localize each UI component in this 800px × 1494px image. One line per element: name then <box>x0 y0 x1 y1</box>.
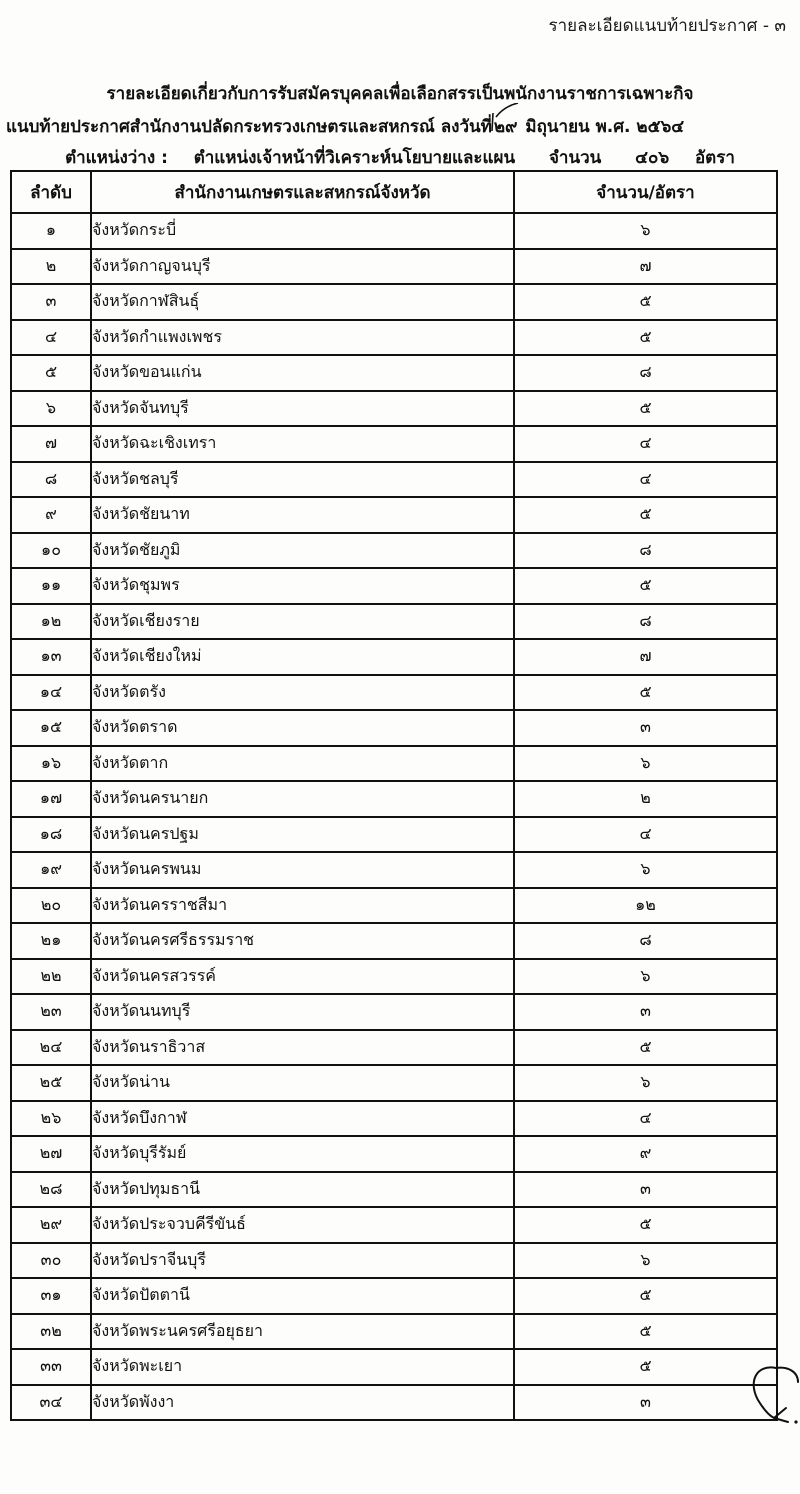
row-province-name: จังหวัดขอนแก่น <box>91 355 514 391</box>
announcement-prefix: แนบท้ายประกาศสำนักงานปลัดกระทรวงเกษตรและสหกรณ์ ลงวันที่ <box>6 117 492 137</box>
row-order-number: ๓๒ <box>11 1314 91 1350</box>
row-province-name: จังหวัดชัยนาท <box>91 497 514 533</box>
row-order-number: ๑๓ <box>11 639 91 675</box>
row-order-number: ๗ <box>11 426 91 462</box>
row-order-number: ๑๐ <box>11 533 91 569</box>
row-order-number: ๒๙ <box>11 1207 91 1243</box>
row-order-number: ๒๓ <box>11 994 91 1030</box>
row-order-number: ๑๕ <box>11 710 91 746</box>
row-quantity: ๗ <box>514 639 777 675</box>
table-row <box>11 746 777 782</box>
row-order-number: ๔ <box>11 320 91 356</box>
row-quantity: ๖ <box>514 213 777 249</box>
row-order-number: ๓๔ <box>11 1385 91 1421</box>
row-province-name: จังหวัดนครพนม <box>91 852 514 888</box>
count-unit: อัตรา <box>694 148 735 168</box>
row-province-name: จังหวัดจันทบุรี <box>91 391 514 427</box>
row-order-number: ๑๒ <box>11 604 91 640</box>
row-quantity: ๕ <box>514 391 777 427</box>
position-label: ตำแหน่งว่าง : <box>65 148 168 168</box>
table-row <box>11 959 777 995</box>
row-province-name: จังหวัดตรัง <box>91 675 514 711</box>
table-row <box>11 817 777 853</box>
row-quantity: ๓ <box>514 710 777 746</box>
row-quantity: ๕ <box>514 1207 777 1243</box>
table-row <box>11 1101 777 1137</box>
row-quantity: ๖ <box>514 746 777 782</box>
row-order-number: ๒๘ <box>11 1172 91 1208</box>
row-order-number: ๒๒ <box>11 959 91 995</box>
row-province-name: จังหวัดประจวบคีรีขันธ์ <box>91 1207 514 1243</box>
table-row <box>11 888 777 924</box>
row-province-name: จังหวัดกำแพงเพชร <box>91 320 514 356</box>
table-row <box>11 213 777 249</box>
table-row <box>11 320 777 356</box>
row-province-name: จังหวัดนนทบุรี <box>91 994 514 1030</box>
row-quantity: ๖ <box>514 1065 777 1101</box>
row-order-number: ๓ <box>11 284 91 320</box>
row-province-name: จังหวัดบุรีรัมย์ <box>91 1136 514 1172</box>
table-row <box>11 1136 777 1172</box>
row-province-name: จังหวัดตาก <box>91 746 514 782</box>
table-row <box>11 284 777 320</box>
row-province-name: จังหวัดพังงา <box>91 1385 514 1421</box>
row-quantity: ๙ <box>514 1136 777 1172</box>
table-row <box>11 781 777 817</box>
table-row <box>11 604 777 640</box>
row-order-number: ๕ <box>11 355 91 391</box>
announcement-suffix: มิถุนายน พ.ศ. ๒๕๖๔ <box>525 117 685 137</box>
row-quantity: ๕ <box>514 284 777 320</box>
row-quantity: ๖ <box>514 1243 777 1279</box>
table-row <box>11 994 777 1030</box>
row-quantity: ๕ <box>514 568 777 604</box>
date-day-value: ๒๙ <box>493 117 518 137</box>
row-order-number: ๑๑ <box>11 568 91 604</box>
table-row <box>11 1065 777 1101</box>
table-row <box>11 1172 777 1208</box>
row-province-name: จังหวัดพระนครศรีอยุธยา <box>91 1314 514 1350</box>
row-quantity: ๕ <box>514 497 777 533</box>
row-province-name: จังหวัดชัยภูมิ <box>91 533 514 569</box>
row-order-number: ๑๗ <box>11 781 91 817</box>
row-quantity: ๗ <box>514 249 777 285</box>
position-name: ตำแหน่งเจ้าหน้าที่วิเคราะห์นโยบายและแผน <box>193 148 516 168</box>
row-province-name: จังหวัดฉะเชิงเทรา <box>91 426 514 462</box>
row-province-name: จังหวัดปทุมธานี <box>91 1172 514 1208</box>
row-province-name: จังหวัดนครราชสีมา <box>91 888 514 924</box>
row-order-number: ๒๔ <box>11 1030 91 1066</box>
column-header-order: ลำดับ <box>11 171 91 213</box>
row-quantity: ๖ <box>514 959 777 995</box>
row-order-number: ๖ <box>11 391 91 427</box>
document-title: รายละเอียดเกี่ยวกับการรับสมัครบุคคลเพื่อเลือกสรรเป็นพนักงานราชการเฉพาะกิจ <box>106 84 694 104</box>
table-row <box>11 568 777 604</box>
row-quantity: ๖ <box>514 852 777 888</box>
row-quantity: ๓ <box>514 994 777 1030</box>
table-row <box>11 1349 777 1385</box>
table-row <box>11 710 777 746</box>
row-quantity: ๑๒ <box>514 888 777 924</box>
table-row <box>11 497 777 533</box>
row-order-number: ๓๑ <box>11 1278 91 1314</box>
row-quantity: ๘ <box>514 923 777 959</box>
row-quantity: ๔ <box>514 1101 777 1137</box>
row-province-name: จังหวัดนราธิวาส <box>91 1030 514 1066</box>
row-order-number: ๘ <box>11 462 91 498</box>
row-quantity: ๘ <box>514 604 777 640</box>
position-line <box>0 144 800 171</box>
handwritten-date-day <box>492 113 520 140</box>
row-quantity: ๓ <box>514 1385 777 1421</box>
table-row <box>11 249 777 285</box>
table-row <box>11 391 777 427</box>
row-order-number: ๑๘ <box>11 817 91 853</box>
row-quantity: ๔ <box>514 426 777 462</box>
row-province-name: จังหวัดนครสวรรค์ <box>91 959 514 995</box>
row-province-name: จังหวัดกาญจนบุรี <box>91 249 514 285</box>
row-province-name: จังหวัดกาฬสินธุ์ <box>91 284 514 320</box>
row-province-name: จังหวัดพะเยา <box>91 1349 514 1385</box>
row-order-number: ๒๖ <box>11 1101 91 1137</box>
row-quantity: ๔ <box>514 462 777 498</box>
row-order-number: ๒ <box>11 249 91 285</box>
row-province-name: จังหวัดเชียงราย <box>91 604 514 640</box>
table-row <box>11 426 777 462</box>
row-order-number: ๑ <box>11 213 91 249</box>
count-label: จำนวน <box>548 148 602 168</box>
row-order-number: ๙ <box>11 497 91 533</box>
table-row <box>11 1030 777 1066</box>
table-row <box>11 355 777 391</box>
table-row <box>11 1385 777 1421</box>
row-province-name: จังหวัดชลบุรี <box>91 462 514 498</box>
row-quantity: ๕ <box>514 1349 777 1385</box>
table-row <box>11 533 777 569</box>
row-quantity: ๘ <box>514 533 777 569</box>
row-quantity: ๕ <box>514 1314 777 1350</box>
column-header-province: สำนักงานเกษตรและสหกรณ์จังหวัด <box>91 171 514 213</box>
signature-initials-icon <box>748 1360 800 1424</box>
row-order-number: ๒๕ <box>11 1065 91 1101</box>
row-quantity: ๓ <box>514 1172 777 1208</box>
row-order-number: ๑๙ <box>11 852 91 888</box>
row-order-number: ๓๐ <box>11 1243 91 1279</box>
table-body <box>11 213 777 1420</box>
row-province-name: จังหวัดตราด <box>91 710 514 746</box>
table-row <box>11 1207 777 1243</box>
row-order-number: ๑๖ <box>11 746 91 782</box>
table-row <box>11 923 777 959</box>
row-quantity: ๕ <box>514 1030 777 1066</box>
table-row <box>11 1243 777 1279</box>
table-row <box>11 852 777 888</box>
row-province-name: จังหวัดปราจีนบุรี <box>91 1243 514 1279</box>
table-header-row <box>11 171 777 213</box>
row-province-name: จังหวัดชุมพร <box>91 568 514 604</box>
row-province-name: จังหวัดเชียงใหม่ <box>91 639 514 675</box>
page-reference: รายละเอียดแนบท้ายประกาศ - ๓ <box>548 16 786 36</box>
row-province-name: จังหวัดน่าน <box>91 1065 514 1101</box>
row-order-number: ๒๐ <box>11 888 91 924</box>
table-row <box>11 462 777 498</box>
row-quantity: ๔ <box>514 817 777 853</box>
allocation-table <box>10 170 778 1421</box>
row-province-name: จังหวัดกระบี่ <box>91 213 514 249</box>
row-quantity: ๕ <box>514 1278 777 1314</box>
row-province-name: จังหวัดนครนายก <box>91 781 514 817</box>
column-header-quantity: จำนวน/อัตรา <box>514 171 777 213</box>
announcement-reference <box>6 113 800 140</box>
row-quantity: ๒ <box>514 781 777 817</box>
row-province-name: จังหวัดนครปฐม <box>91 817 514 853</box>
table-row <box>11 675 777 711</box>
row-province-name: จังหวัดปัตตานี <box>91 1278 514 1314</box>
table-row <box>11 1314 777 1350</box>
row-order-number: ๒๗ <box>11 1136 91 1172</box>
table-row <box>11 1278 777 1314</box>
row-province-name: จังหวัดบึงกาฬ <box>91 1101 514 1137</box>
row-order-number: ๓๓ <box>11 1349 91 1385</box>
table-row <box>11 639 777 675</box>
row-quantity: ๕ <box>514 675 777 711</box>
count-value: ๔๐๖ <box>635 148 670 168</box>
row-quantity: ๕ <box>514 320 777 356</box>
row-order-number: ๑๔ <box>11 675 91 711</box>
row-quantity: ๘ <box>514 355 777 391</box>
row-order-number: ๒๑ <box>11 923 91 959</box>
row-province-name: จังหวัดนครศรีธรรมราช <box>91 923 514 959</box>
